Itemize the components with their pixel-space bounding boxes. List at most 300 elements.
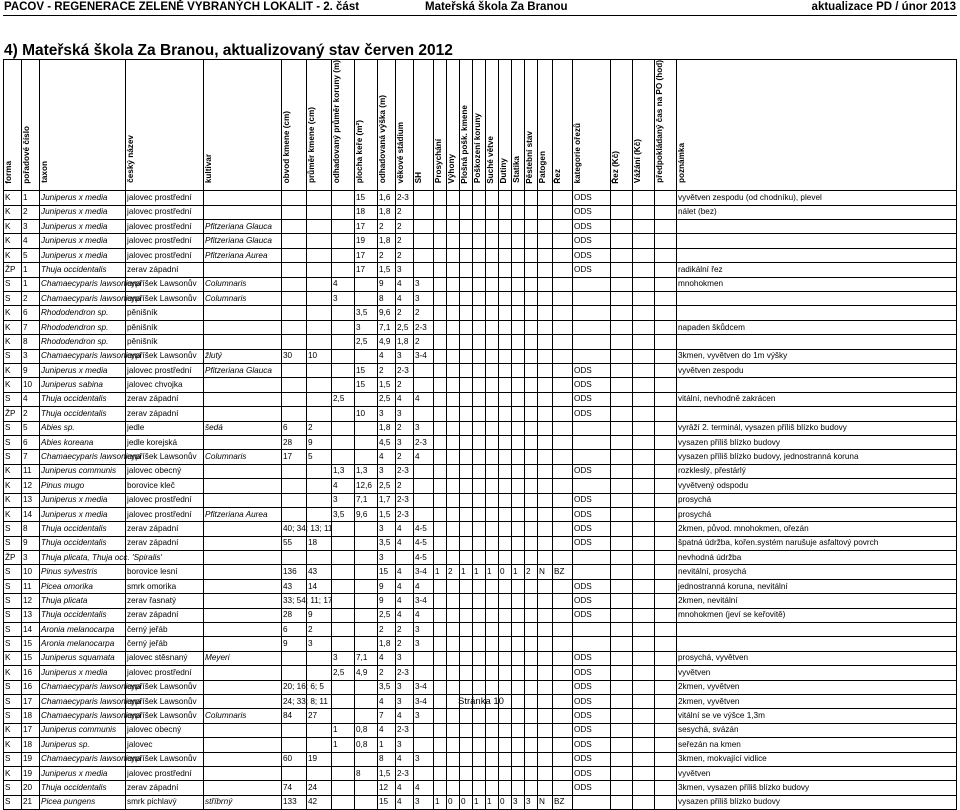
table-cell bbox=[633, 421, 655, 435]
table-cell bbox=[677, 623, 957, 637]
table-cell bbox=[460, 435, 473, 449]
table-cell: jalovec chvojka bbox=[126, 378, 204, 392]
table-cell: 3,5 bbox=[355, 306, 378, 320]
table-cell bbox=[486, 594, 499, 608]
table-cell bbox=[282, 277, 307, 291]
table-row bbox=[4, 277, 957, 291]
table-cell bbox=[512, 680, 525, 694]
table-cell: Thuja occidentalis bbox=[40, 608, 126, 622]
table-cell bbox=[512, 608, 525, 622]
table-cell bbox=[486, 421, 499, 435]
table-cell: K bbox=[4, 220, 22, 234]
table-cell: jalovec prostřední bbox=[126, 234, 204, 248]
table-cell bbox=[611, 205, 633, 219]
table-cell: mnohokmen bbox=[677, 277, 957, 291]
table-cell bbox=[460, 738, 473, 752]
table-cell bbox=[434, 608, 447, 622]
table-cell bbox=[611, 191, 633, 205]
table-cell bbox=[611, 623, 633, 637]
table-cell bbox=[307, 335, 332, 349]
table-cell: S bbox=[4, 277, 22, 291]
table-cell bbox=[499, 205, 512, 219]
table-cell: 3-4 bbox=[414, 565, 434, 579]
column-header bbox=[573, 60, 611, 191]
table-cell bbox=[204, 335, 282, 349]
table-cell bbox=[307, 320, 332, 334]
table-cell bbox=[611, 277, 633, 291]
table-cell bbox=[447, 522, 460, 536]
table-cell: 16 bbox=[22, 680, 40, 694]
table-cell bbox=[677, 220, 957, 234]
table-cell bbox=[655, 464, 677, 478]
table-cell bbox=[553, 479, 573, 493]
table-cell bbox=[611, 507, 633, 521]
table-row bbox=[4, 320, 957, 334]
table-cell bbox=[553, 392, 573, 406]
table-cell bbox=[486, 709, 499, 723]
table-cell bbox=[611, 637, 633, 651]
table-cell: 4 bbox=[396, 579, 414, 593]
table-cell bbox=[447, 306, 460, 320]
table-cell bbox=[486, 507, 499, 521]
table-cell bbox=[447, 335, 460, 349]
table-cell bbox=[307, 507, 332, 521]
table-cell bbox=[538, 536, 553, 550]
table-row bbox=[4, 623, 957, 637]
table-cell: 1 bbox=[22, 263, 40, 277]
table-cell bbox=[553, 694, 573, 708]
column-header bbox=[525, 60, 538, 191]
table-cell: cypříšek Lawsonův bbox=[126, 292, 204, 306]
table-cell bbox=[332, 752, 355, 766]
table-cell bbox=[282, 551, 307, 565]
table-cell bbox=[434, 766, 447, 780]
table-cell: 7 bbox=[378, 709, 396, 723]
table-cell: 1 bbox=[512, 565, 525, 579]
table-cell: 18 bbox=[22, 709, 40, 723]
table-cell bbox=[204, 191, 282, 205]
table-cell bbox=[611, 450, 633, 464]
table-cell bbox=[633, 435, 655, 449]
table-cell bbox=[460, 263, 473, 277]
column-header-label: SH bbox=[414, 171, 423, 184]
table-row bbox=[4, 752, 957, 766]
table-cell: 6 bbox=[282, 421, 307, 435]
table-cell bbox=[538, 594, 553, 608]
table-cell bbox=[611, 781, 633, 795]
table-row bbox=[4, 680, 957, 694]
table-cell bbox=[553, 752, 573, 766]
table-cell: ODS bbox=[573, 694, 611, 708]
table-cell: 3 bbox=[396, 680, 414, 694]
table-cell bbox=[655, 781, 677, 795]
table-cell bbox=[655, 623, 677, 637]
table-cell bbox=[655, 766, 677, 780]
table-cell bbox=[512, 306, 525, 320]
table-cell: Chamaecyparis lawsoniana bbox=[40, 450, 126, 464]
table-cell: jalovec prostřední bbox=[126, 493, 204, 507]
table-cell bbox=[473, 651, 486, 665]
table-cell bbox=[307, 234, 332, 248]
table-cell bbox=[611, 234, 633, 248]
table-cell: cypříšek Lawsonův bbox=[126, 277, 204, 291]
table-cell: 16 bbox=[22, 666, 40, 680]
table-cell: ODS bbox=[573, 709, 611, 723]
table-cell: S bbox=[4, 752, 22, 766]
column-header-label: věkové stádium bbox=[396, 121, 405, 184]
table-cell: 2 bbox=[396, 248, 414, 262]
table-cell bbox=[512, 651, 525, 665]
table-cell bbox=[611, 795, 633, 809]
table-cell: 8 bbox=[378, 752, 396, 766]
table-cell bbox=[486, 363, 499, 377]
table-cell: 3 bbox=[396, 738, 414, 752]
table-cell bbox=[460, 378, 473, 392]
table-cell bbox=[332, 680, 355, 694]
table-cell bbox=[332, 551, 355, 565]
table-row bbox=[4, 349, 957, 363]
table-cell: 136 bbox=[282, 565, 307, 579]
table-cell bbox=[633, 651, 655, 665]
table-cell bbox=[282, 234, 307, 248]
table-cell bbox=[460, 752, 473, 766]
table-cell bbox=[499, 594, 512, 608]
table-cell bbox=[573, 435, 611, 449]
table-cell bbox=[611, 349, 633, 363]
table-cell: Juniperus x media bbox=[40, 666, 126, 680]
table-cell bbox=[473, 680, 486, 694]
table-cell bbox=[414, 493, 434, 507]
table-cell: 2-3 bbox=[414, 320, 434, 334]
table-cell bbox=[525, 392, 538, 406]
table-cell: 10 bbox=[22, 378, 40, 392]
table-cell bbox=[499, 680, 512, 694]
table-cell: K bbox=[4, 335, 22, 349]
table-cell bbox=[499, 766, 512, 780]
table-cell bbox=[460, 666, 473, 680]
table-cell: 3 bbox=[414, 623, 434, 637]
table-cell bbox=[473, 407, 486, 421]
table-cell bbox=[611, 579, 633, 593]
table-cell: 1,5 bbox=[378, 766, 396, 780]
column-header-label: Řez (Kč) bbox=[611, 150, 620, 184]
table-cell: cypříšek Lawsonův bbox=[126, 450, 204, 464]
table-cell bbox=[473, 766, 486, 780]
table-cell bbox=[553, 248, 573, 262]
table-cell: K bbox=[4, 205, 22, 219]
table-cell: 17 bbox=[22, 723, 40, 737]
table-cell: Juniperus x media bbox=[40, 507, 126, 521]
table-cell bbox=[434, 464, 447, 478]
table-cell bbox=[355, 450, 378, 464]
table-cell: ŽP bbox=[4, 551, 22, 565]
table-cell bbox=[473, 320, 486, 334]
table-cell: Juniperus x media bbox=[40, 191, 126, 205]
table-cell: ODS bbox=[573, 248, 611, 262]
table-cell bbox=[538, 450, 553, 464]
table-cell bbox=[473, 507, 486, 521]
table-cell bbox=[512, 292, 525, 306]
table-row bbox=[4, 220, 957, 234]
table-cell bbox=[396, 551, 414, 565]
table-cell bbox=[473, 335, 486, 349]
table-cell: Pfitzeriana Glauca bbox=[204, 363, 282, 377]
table-cell: 11 bbox=[22, 464, 40, 478]
table-cell bbox=[553, 637, 573, 651]
table-cell: Thuja plicata bbox=[40, 594, 126, 608]
table-cell bbox=[633, 248, 655, 262]
table-cell: 3 bbox=[414, 709, 434, 723]
table-cell bbox=[499, 349, 512, 363]
column-header bbox=[282, 60, 307, 191]
table-row bbox=[4, 709, 957, 723]
table-cell bbox=[512, 363, 525, 377]
table-row bbox=[4, 738, 957, 752]
table-cell: K bbox=[4, 738, 22, 752]
table-cell bbox=[512, 421, 525, 435]
table-cell: Thuja occidentalis bbox=[40, 536, 126, 550]
table-cell bbox=[204, 666, 282, 680]
table-cell: pěnišník bbox=[126, 320, 204, 334]
table-cell bbox=[434, 191, 447, 205]
table-cell bbox=[553, 220, 573, 234]
table-cell: 9 bbox=[378, 594, 396, 608]
table-cell bbox=[677, 335, 957, 349]
table-cell bbox=[553, 435, 573, 449]
table-cell: K bbox=[4, 464, 22, 478]
table-cell bbox=[307, 766, 332, 780]
table-cell bbox=[512, 694, 525, 708]
table-cell: 3 bbox=[525, 795, 538, 809]
table-cell: ŽP bbox=[4, 407, 22, 421]
table-cell: 2 bbox=[396, 220, 414, 234]
table-cell: Columnaris bbox=[204, 277, 282, 291]
table-cell bbox=[355, 536, 378, 550]
table-cell: S bbox=[4, 421, 22, 435]
table-cell: Thuja occidentalis bbox=[40, 263, 126, 277]
table-cell bbox=[204, 594, 282, 608]
table-cell: 0 bbox=[447, 795, 460, 809]
table-cell: N bbox=[538, 795, 553, 809]
table-cell bbox=[486, 479, 499, 493]
table-cell: 8 bbox=[22, 335, 40, 349]
table-cell bbox=[611, 464, 633, 478]
table-cell bbox=[447, 234, 460, 248]
table-cell bbox=[460, 392, 473, 406]
table-cell bbox=[525, 292, 538, 306]
table-cell: Chamaecyparis lawsoniana bbox=[40, 277, 126, 291]
table-cell bbox=[355, 637, 378, 651]
table-cell bbox=[499, 579, 512, 593]
table-cell: nevhodná údržba bbox=[677, 551, 957, 565]
table-cell bbox=[414, 766, 434, 780]
table-cell bbox=[204, 378, 282, 392]
table-cell: Juniperus communis bbox=[40, 464, 126, 478]
table-cell: Juniperus x media bbox=[40, 234, 126, 248]
table-cell bbox=[473, 493, 486, 507]
table-cell: 3 bbox=[332, 292, 355, 306]
table-row bbox=[4, 392, 957, 406]
table-cell: S bbox=[4, 435, 22, 449]
table-cell bbox=[512, 738, 525, 752]
table-cell bbox=[655, 306, 677, 320]
table-cell: ŽP bbox=[4, 263, 22, 277]
table-cell: cypříšek Lawsonův bbox=[126, 349, 204, 363]
table-cell bbox=[486, 551, 499, 565]
table-cell bbox=[434, 349, 447, 363]
table-cell bbox=[655, 450, 677, 464]
table-cell bbox=[499, 464, 512, 478]
table-cell bbox=[307, 191, 332, 205]
table-cell bbox=[633, 306, 655, 320]
table-cell bbox=[512, 723, 525, 737]
column-header bbox=[538, 60, 553, 191]
table-cell: 4 bbox=[378, 694, 396, 708]
table-cell bbox=[611, 421, 633, 435]
table-cell: Juniperus communis bbox=[40, 723, 126, 737]
table-cell: 2kmen, vyvětven bbox=[677, 694, 957, 708]
table-cell bbox=[655, 738, 677, 752]
table-cell bbox=[447, 680, 460, 694]
table-cell: 2,5 bbox=[355, 335, 378, 349]
table-cell: S bbox=[4, 694, 22, 708]
table-cell: 8 bbox=[378, 292, 396, 306]
table-cell bbox=[655, 651, 677, 665]
table-cell: zerav západní bbox=[126, 781, 204, 795]
table-cell bbox=[282, 220, 307, 234]
table-cell bbox=[204, 565, 282, 579]
table-cell bbox=[473, 363, 486, 377]
table-cell bbox=[512, 234, 525, 248]
table-cell: S bbox=[4, 594, 22, 608]
table-cell: 1 bbox=[473, 565, 486, 579]
table-cell bbox=[307, 277, 332, 291]
table-cell bbox=[447, 594, 460, 608]
table-cell bbox=[553, 407, 573, 421]
table-cell bbox=[434, 220, 447, 234]
table-row bbox=[4, 306, 957, 320]
table-cell bbox=[332, 320, 355, 334]
table-cell bbox=[611, 263, 633, 277]
table-cell bbox=[486, 392, 499, 406]
table-cell bbox=[553, 349, 573, 363]
table-cell: ODS bbox=[573, 464, 611, 478]
table-cell bbox=[282, 191, 307, 205]
table-cell: 1,6 bbox=[378, 191, 396, 205]
table-cell bbox=[473, 435, 486, 449]
table-cell: zerav západní bbox=[126, 536, 204, 550]
table-cell bbox=[499, 781, 512, 795]
table-cell: vysazen příliš blízko budovy bbox=[677, 795, 957, 809]
table-cell: 15 bbox=[22, 637, 40, 651]
table-cell: Thuja occidentalis bbox=[40, 407, 126, 421]
table-cell bbox=[486, 680, 499, 694]
table-cell: jalovec prostřední bbox=[126, 191, 204, 205]
table-cell bbox=[307, 220, 332, 234]
table-cell bbox=[553, 666, 573, 680]
table-cell bbox=[355, 594, 378, 608]
table-cell bbox=[525, 680, 538, 694]
table-cell: žlutý bbox=[204, 349, 282, 363]
table-cell: jednostranná koruna, nevitální bbox=[677, 579, 957, 593]
table-cell bbox=[332, 637, 355, 651]
table-cell bbox=[434, 594, 447, 608]
table-cell bbox=[307, 263, 332, 277]
table-cell bbox=[611, 766, 633, 780]
table-cell: Columnaris bbox=[204, 709, 282, 723]
table-cell: S bbox=[4, 608, 22, 622]
table-cell bbox=[447, 450, 460, 464]
table-cell bbox=[355, 781, 378, 795]
table-cell bbox=[434, 680, 447, 694]
table-cell: zerav západní bbox=[126, 608, 204, 622]
table-cell: 9 bbox=[307, 608, 332, 622]
table-cell bbox=[473, 623, 486, 637]
table-cell: 3 bbox=[414, 637, 434, 651]
table-cell bbox=[204, 551, 282, 565]
table-cell: cypříšek Lawsonův bbox=[126, 680, 204, 694]
table-cell bbox=[473, 349, 486, 363]
table-cell: 15 bbox=[355, 363, 378, 377]
table-cell: S bbox=[4, 680, 22, 694]
table-cell bbox=[447, 421, 460, 435]
table-cell bbox=[611, 363, 633, 377]
table-cell bbox=[499, 522, 512, 536]
table-cell bbox=[553, 363, 573, 377]
table-cell bbox=[434, 666, 447, 680]
table-cell: Chamaecyparis lawsoniana bbox=[40, 709, 126, 723]
table-cell bbox=[633, 220, 655, 234]
table-cell bbox=[633, 738, 655, 752]
table-cell: ODS bbox=[573, 191, 611, 205]
table-cell: 2 bbox=[378, 248, 396, 262]
table-cell bbox=[538, 666, 553, 680]
table-cell: vysazen příliš blízko budovy, jednostranná koruna bbox=[677, 450, 957, 464]
table-cell bbox=[512, 277, 525, 291]
table-cell bbox=[538, 579, 553, 593]
table-cell: Juniperus x media bbox=[40, 363, 126, 377]
table-cell bbox=[447, 752, 460, 766]
table-cell bbox=[655, 723, 677, 737]
table-cell: 15 bbox=[378, 565, 396, 579]
table-row bbox=[4, 637, 957, 651]
table-cell: 2 bbox=[525, 565, 538, 579]
table-cell: 1 bbox=[332, 738, 355, 752]
table-row bbox=[4, 479, 957, 493]
table-row bbox=[4, 579, 957, 593]
table-cell: 4 bbox=[378, 651, 396, 665]
table-cell bbox=[611, 723, 633, 737]
table-cell bbox=[611, 565, 633, 579]
table-cell: Pinus mugo bbox=[40, 479, 126, 493]
table-cell bbox=[204, 493, 282, 507]
table-cell bbox=[204, 320, 282, 334]
table-cell bbox=[486, 493, 499, 507]
table-cell bbox=[633, 363, 655, 377]
table-body bbox=[4, 191, 957, 810]
table-cell: borovice kleč bbox=[126, 479, 204, 493]
table-cell bbox=[473, 306, 486, 320]
table-cell bbox=[633, 694, 655, 708]
table-cell bbox=[355, 579, 378, 593]
table-cell bbox=[282, 205, 307, 219]
table-cell: zerav řasnatý bbox=[126, 594, 204, 608]
table-cell: ODS bbox=[573, 594, 611, 608]
table-cell bbox=[525, 493, 538, 507]
table-cell bbox=[434, 637, 447, 651]
table-cell bbox=[434, 277, 447, 291]
column-header-label: Plošná pošk. kmene bbox=[460, 104, 469, 184]
